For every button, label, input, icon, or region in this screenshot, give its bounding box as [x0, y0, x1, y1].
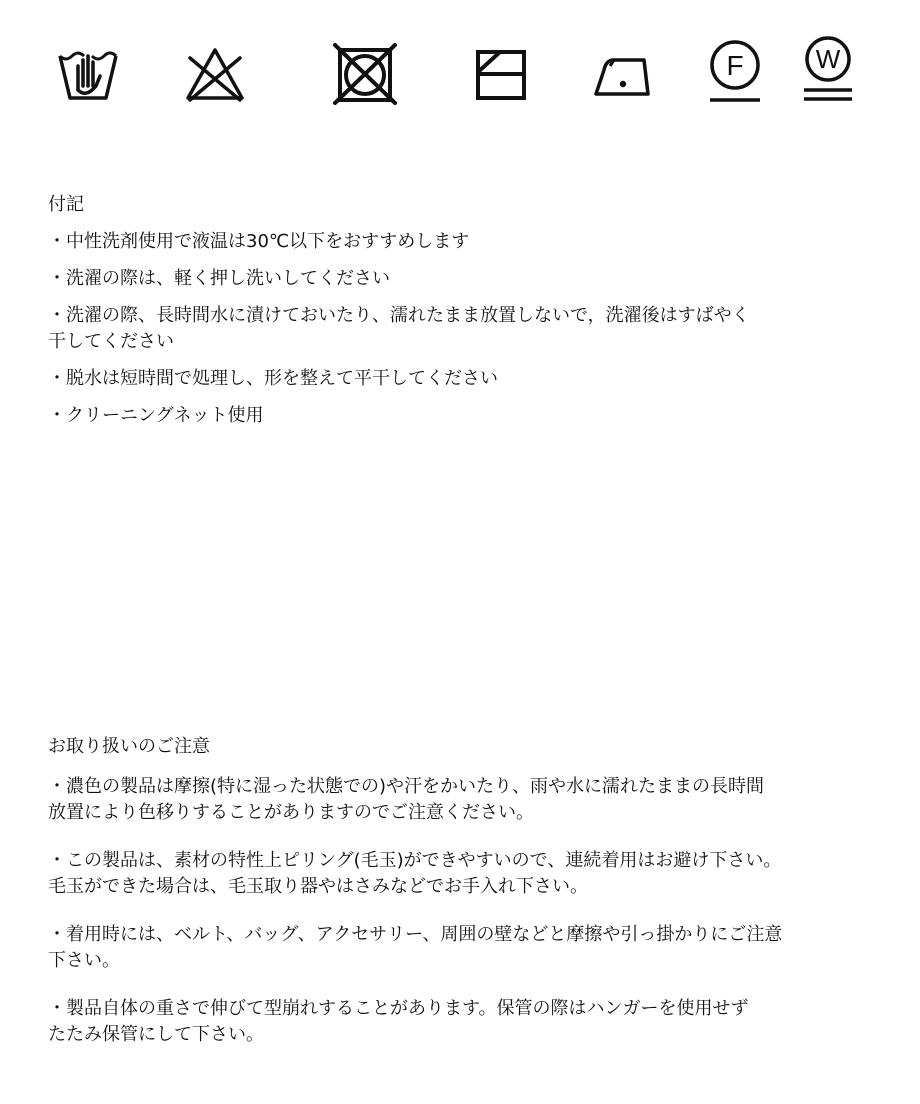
no-tumble-dry-icon: [332, 42, 398, 106]
no-bleach-icon: [182, 44, 248, 104]
note-item: ・クリーニングネット使用: [48, 405, 264, 426]
note-item: ・洗濯の際は、軽く押し洗いしてください: [48, 268, 390, 289]
notes-title: 付記: [48, 194, 84, 215]
notes-section: [48, 192, 888, 429]
wet-clean-w-icon: [798, 34, 858, 104]
caution-item: ・製品自体の重さで伸びて型崩れすることがあります。保管の際はハンガーを使用せず たたみ保管にして下さい。: [48, 998, 749, 1045]
wet-clean-letter: W: [815, 44, 841, 74]
caution-item: ・着用時には、ベルト、バッグ、アクセサリー、周囲の壁などと摩擦や引っ掛かりにご注意 下さい。: [48, 924, 783, 971]
hand-wash-icon: [56, 42, 120, 102]
note-item: ・洗濯の際、長時間水に漬けておいたり、濡れたまま放置しないで，洗濯後はすばやく 干してください: [48, 305, 750, 352]
note-item: ・脱水は短時間で処理し、形を整えて平干してください: [48, 368, 498, 389]
dry-flat-shade-icon: [474, 48, 530, 102]
iron-low-temperature-icon: [592, 52, 654, 98]
caution-section: [48, 734, 888, 1048]
caution-title: お取り扱いのご注意: [48, 736, 210, 757]
dry-clean-letter: F: [726, 50, 744, 81]
note-item: ・中性洗剤使用で液温は30℃以下をおすすめします: [48, 231, 470, 252]
care-symbols-row: [0, 30, 920, 120]
caution-item: ・濃色の製品は摩擦(特に湿った状態での)や汗をかいたり、雨や水に濡れたままの長時間 放置により色移りすることがありますのでご注意ください。: [48, 776, 765, 823]
caution-item: ・この製品は、素材の特性上ピリング(毛玉)ができやすいので、連続着用はお避け下さい。 毛玉ができた場合は、毛玉取り器やはさみなどでお手入れ下さい。: [48, 850, 782, 897]
dry-clean-f-icon: [706, 38, 764, 104]
